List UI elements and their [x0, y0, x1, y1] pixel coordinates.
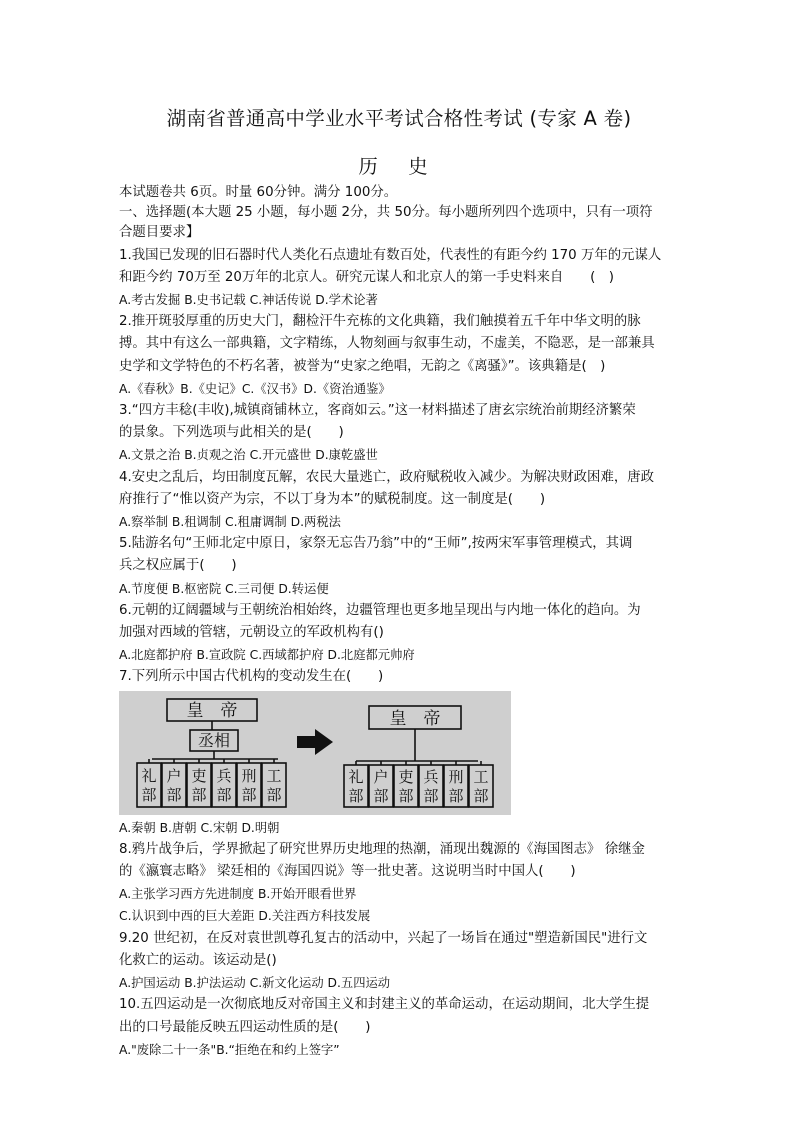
question-text-line: 化救亡的运动。该运动是()	[119, 952, 277, 968]
question-text-line: 7.下列所示中国古代机构的变动发生在( )	[119, 669, 384, 685]
intro-line: 一、选择题(本大题 25 小题，每小题 2分，共 50分。每小题所列四个选项中，只有一项符	[119, 205, 653, 221]
question-text-line: 3.“四方丰稔(丰收),城镇商铺林立，客商如云。”这一材料描述了唐玄宗统治前期经济繁荣	[119, 403, 636, 419]
ministry-label-right: 刑部	[448, 767, 464, 805]
exam-page	[119, 100, 679, 1060]
exam-intro	[119, 183, 679, 244]
intro-line: 合题目要求】	[119, 225, 200, 241]
question-text-line: 的《瀛寰志略》 梁廷相的《海国四说》等一批史著。这说明当时中国人( )	[119, 864, 576, 880]
question-item	[119, 601, 679, 666]
question-list	[119, 246, 679, 1060]
question-item	[119, 667, 679, 837]
emperor-label-left: 皇 帝	[186, 700, 238, 721]
question-text-line: 的景象。下列选项与此相关的是( )	[119, 425, 344, 441]
question-text-line: 8.鸦片战争后，学界掀起了研究世界历史地理的热潮，涌现出魏源的《海国图志》 徐继金	[119, 841, 645, 857]
chancellor-label: 丞相	[197, 730, 231, 750]
institution-diagram	[119, 691, 511, 815]
question-text-line: 和距今约 70万至 20万年的北京人。研究元谋人和北京人的第一手史料来自 ( )	[119, 269, 614, 285]
answer-options: A."废除二十一条"B.“拒绝在和约上签字”	[119, 1042, 340, 1057]
exam-title: 湖南省普通高中学业水平考试合格性考试 (专家 A 卷)	[166, 107, 632, 130]
question-item	[119, 312, 679, 399]
diagram-svg	[119, 691, 511, 815]
answer-options: A.护国运动 B.护法运动 C.新文化运动 D.五四运动	[119, 976, 391, 991]
ministry-label-right: 兵部	[423, 767, 439, 805]
answer-options: A.北庭都护府 B.宣政院 C.西域都护府 D.北庭都元帅府	[119, 648, 415, 663]
question-text-line: 史学和文学特色的不朽名著，被誉为“史家之绝唱，无韵之《离骚》”。该典籍是( )	[119, 358, 606, 374]
question-item	[119, 534, 679, 599]
answer-options: A.文景之治 B.贞观之治 C.开元盛世 D.康乾盛世	[119, 448, 378, 463]
ministry-label-right: 礼部	[348, 767, 364, 805]
intro-line: 本试题卷共 6页。时量 60分钟。满分 100分。	[119, 185, 398, 200]
question-item	[119, 401, 679, 466]
question-text-line: 4.安史之乱后，均田制度瓦解，农民大量逃亡，政府赋税收入减少。为解决财政困难，唐政	[119, 469, 655, 485]
question-text-line: 1.我国已发现的旧石器时代人类化石点遗址有数百处，代表性的有距今约 170 万年的元谋人	[119, 247, 662, 263]
answer-options: C.认识到中西的巨大差距 D.关注西方科技发展	[119, 909, 371, 924]
answer-options: A.《春秋》B.《史记》C.《汉书》D.《资治通鉴》	[119, 381, 391, 396]
question-text-line: 6.元朝的辽阔疆域与王朝统治相始终，边疆管理也更多地呈现出与内地一体化的趋向。为	[119, 602, 641, 618]
ministry-label-left: 礼部	[141, 766, 157, 804]
question-text-line: 搏。其中有这么一部典籍，文字精练，人物刻画与叙事生动，不虚美，不隐恶，是一部兼具	[119, 336, 655, 352]
ministry-label-left: 兵部	[216, 766, 232, 804]
ministry-label-left: 吏部	[191, 766, 207, 804]
question-text-line: 9.20 世纪初，在反对袁世凯尊孔复古的活动中，兴起了一场旨在通过"塑造新国民"进行文	[119, 930, 648, 946]
ministry-label-left: 户部	[166, 766, 182, 804]
question-item	[119, 468, 679, 533]
ministry-label-left: 刑部	[241, 766, 257, 804]
question-text-line: 2.推开斑驳厚重的历史大门，翻检汗牛充栋的文化典籍，我们触摸着五千年中华文明的脉	[119, 314, 641, 330]
question-text-line: 兵之权应属于( )	[119, 558, 237, 574]
arrow-icon	[297, 729, 333, 755]
ministry-label-left: 工部	[266, 766, 282, 804]
question-item	[119, 840, 679, 927]
answer-options: A.秦朝 B.唐朝 C.宋朝 D.明朝	[119, 820, 280, 835]
question-text-line: 10.五四运动是一次彻底地反对帝国主义和封建主义的革命运动，在运动期间，北大学生提	[119, 997, 650, 1013]
answer-options: A.主张学习西方先进制度 B.开始开眼看世界	[119, 887, 357, 902]
answer-options: A.考古发掘 B.史书记载 C.神话传说 D.学术论著	[119, 293, 378, 308]
emperor-label-right: 皇 帝	[389, 708, 441, 729]
ministry-label-right: 户部	[373, 767, 389, 805]
ministry-label-right: 吏部	[398, 767, 414, 805]
question-item	[119, 995, 679, 1060]
exam-subject: 历 史	[358, 155, 440, 178]
answer-options: A.察举制 B.租调制 C.租庸调制 D.两税法	[119, 515, 341, 530]
ministry-label-right: 工部	[473, 767, 489, 805]
question-item	[119, 246, 679, 311]
question-text-line: 加强对西域的管辖，元朝设立的军政机构有()	[119, 625, 384, 641]
question-text-line: 5.陆游名句“王师北定中原日，家祭无忘告乃翁”中的“王师”,按两宋军事管理模式，其调	[119, 536, 633, 552]
question-text-line: 出的口号最能反映五四运动性质的是( )	[119, 1019, 371, 1035]
answer-options: A.节度便 B.枢密院 C.三司便 D.转运便	[119, 581, 329, 596]
question-text-line: 府推行了“惟以资产为宗，不以丁身为本”的赋税制度。这一制度是( )	[119, 491, 546, 507]
question-item	[119, 929, 679, 994]
